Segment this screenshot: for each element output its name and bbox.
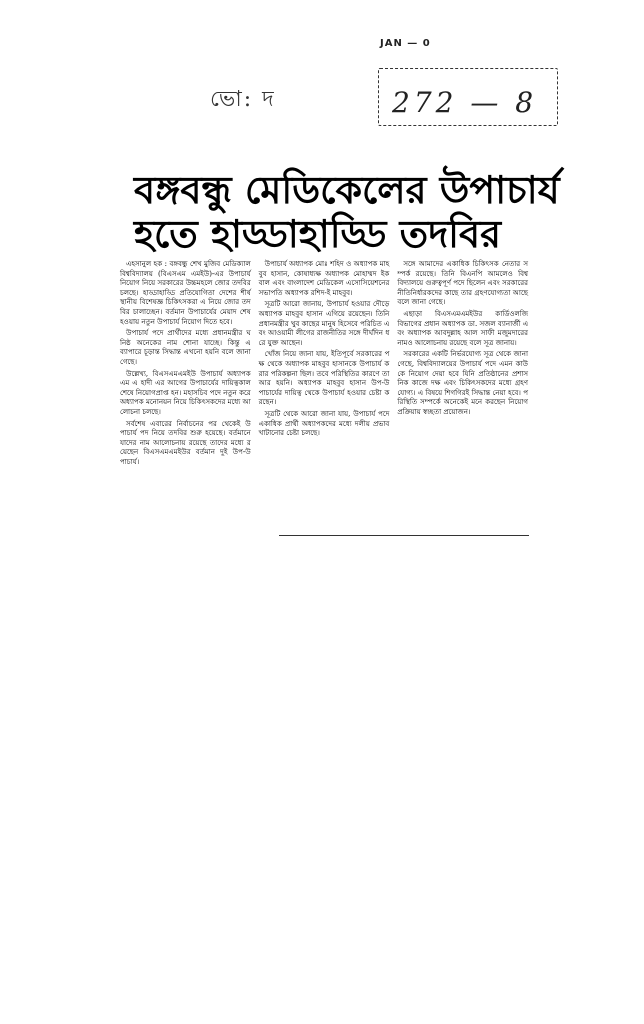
- paragraph: এছাড়া বিএসএমএমইউর কার্ডিওলজি বিভাগের প্রধান অধ্যাপক ডা. সজল ব্যানার্জী এবং অধ্যাপক আবদুল্লাহ আল সাফী মজুমদারের নামও আলোচনায় রয়েছে বলে সূত্র জানায়।: [397, 309, 529, 347]
- article-column-3: [397, 260, 528, 515]
- column-end-rule: [279, 535, 529, 536]
- article-column-2: [259, 260, 390, 530]
- paragraph: খোঁজ নিয়ে জানা যায়, ইতিপূর্বে সরকারের পক্ষ থেকে অধ্যাপক মাহবুব হাসানকে উপাচার্য করার পরিকল্পনা ছিল। তবে পরিস্থিতির কারণে তা আর হয়নি। অধ্যাপক মাহবুব হাসান উপ-উপাচার্যের দায়িত্ব থেকে উপাচার্য হওয়ার চেষ্টা করছেন।: [258, 350, 390, 407]
- paragraph: উল্লেখ্য, বিএসএমএমইউ উপাচার্য অধ্যাপক এম এ হাদী এর আগের উপাচার্যের দায়িত্বকাল শেষে নিয়োগপ্রাপ্ত হন। মহাসচিব পদে নতুন করে অধ্যাপক মনোনয়ন নিয়ে চিকিৎসকদের মধ্যে আলোচনা চলছে।: [120, 369, 251, 416]
- date-stamp: JAN — 0: [380, 38, 431, 49]
- article-columns: [120, 260, 528, 660]
- article-column-1: [120, 260, 251, 660]
- headline: [120, 168, 560, 256]
- paragraph: সর্বশেষ এবারের নির্বাচনের পর থেকেই উপাচার্য পদ নিয়ে তদবির শুরু হয়েছে। বর্তমানে যাদের নাম আলোচনায় রয়েছে তাদের মধ্যে রয়েছেন বিএসএমএমইউর বর্তমান দুই উপ-উপাচার্য।: [120, 419, 251, 466]
- paragraph: সূত্রটি থেকে আরো জানা যায়, উপাচার্য পদে একাধিক প্রার্থী অধ্যাপকদের মধ্যে দলীয় প্রভাব খাটানোর চেষ্টা চলছে।: [258, 409, 390, 438]
- source-stamp: ভো: দ: [210, 87, 276, 112]
- paragraph: সরকারের একটি নির্ভরযোগ্য সূত্র থেকে জানা গেছে, বিশ্ববিদ্যালয়ের উপাচার্য পদে এমন কাউকে নিয়োগ দেয়া হবে যিনি প্রতিষ্ঠানের প্রশাসনিক কাজে দক্ষ এবং চিকিৎসকদের মধ্যে গ্রহণযোগ্য। এ বিষয়ে শিগগিরই সিদ্ধান্ত নেয়া হবে। পরিস্থিতি সম্পর্কে অনেকেই মনে করছেন নিয়োগ প্রক্রিয়ায় স্বচ্ছতা প্রয়োজন।: [397, 350, 529, 416]
- archive-number: 272 — 8: [392, 86, 538, 119]
- paragraph: উপাচার্য পদে প্রার্থীদের মধ্যে প্রধানমন্ত্রীর ঘনিষ্ঠ অনেকের নাম শোনা যাচ্ছে। কিন্তু এ ব্যাপারে চূড়ান্ত সিদ্ধান্ত এখনো হয়নি বলে জানা গেছে।: [120, 329, 251, 366]
- paragraph: সঙ্গে আমাদের একাধিক চিকিৎসক নেতার সম্পর্ক রয়েছে। তিনি বিএনপি আমলেও বিশ্ববিদ্যালয়ে গুরুত্বপূর্ণ পদে ছিলেন এবং সরকারের নীতিনির্ধারকদের কাছে তার গ্রহণযোগ্যতা আছে বলে জানা গেছে।: [397, 260, 529, 307]
- paragraph: এহসানুল হক : বঙ্গবন্ধু শেখ মুজিব মেডিক্যাল বিশ্ববিদ্যালয় (বিএসএম এমইউ)-এর উপাচার্য নিয়োগ নিয়ে সরকারের উচ্চমহলে জোর তদবির চলছে। হাড্ডাহাড্ডি প্রতিযোগিতা দেশের শীর্ষস্থানীয় বিশেষজ্ঞ চিকিৎসকরা এ নিয়ে জোর তদবির চালাচ্ছেন। বর্তমান উপাচার্যের মেয়াদ শেষ হওয়ায় নতুন উপাচার্য নিয়োগ দিতে হবে।: [120, 260, 251, 326]
- headline-line-2: হতে হাড্ডাহাড্ডি তদবির: [134, 212, 502, 256]
- headline-line-1: বঙ্গবন্ধু মেডিকেলের উপাচার্য: [134, 168, 560, 212]
- paragraph: সূত্রটি আরো জানায়, উপাচার্য হওয়ার দৌড়ে অধ্যাপক মাহবুব হাসান এগিয়ে রয়েছেন। তিনি প্রধানমন্ত্রীর খুব কাছের মানুষ হিসেবে পরিচিত এবং আওয়ামী লীগের রাজনীতির সঙ্গে দীর্ঘদিন ধরে যুক্ত আছেন।: [258, 300, 390, 347]
- paragraph: উপাচার্য অধ্যাপক মোঃ শহিদ ও অধ্যাপক মাহবুব হাসান, কোষাধ্যক্ষ অধ্যাপক মোহাম্মদ ইকবাল এবং বাংলাদেশ মেডিকেল এসোসিয়েশনের সভাপতি অধ্যাপক রশিদ-ই মাহবুব।: [258, 260, 390, 297]
- news-clipping: [120, 168, 560, 588]
